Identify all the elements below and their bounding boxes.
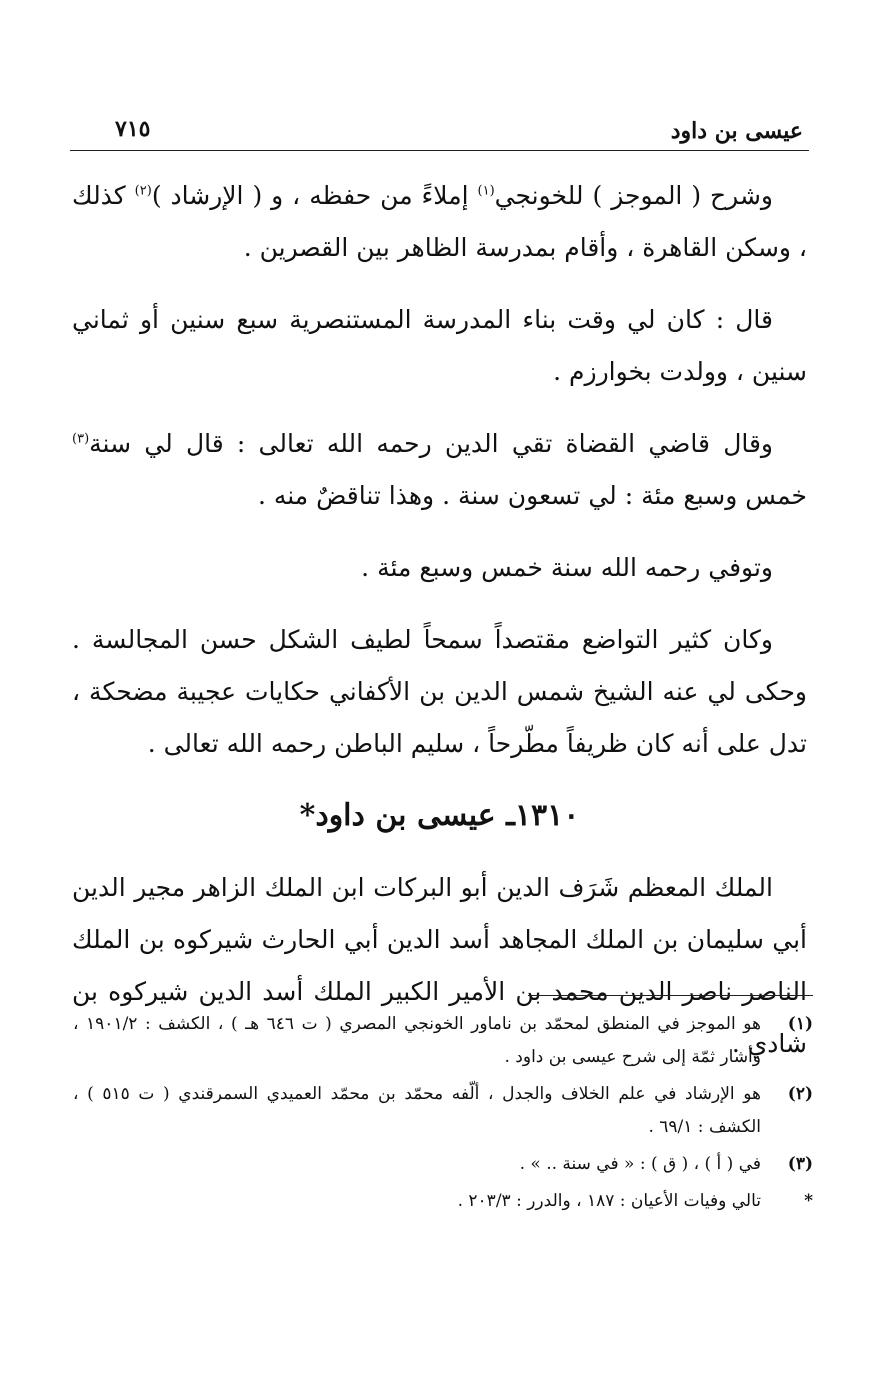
footnote-3 bbox=[73, 1148, 813, 1181]
footnote-text: هو الإرشاد في علم الخلاف والجدل ، ألّفه محمّد بن محمّد العميدي السمرقندي ( ت ٥١٥ ) ، الكشف : ٦٩/١ . bbox=[73, 1084, 761, 1137]
footnote-text: هو الموجز في المنطق لمحمّد بن ناماور الخونجي المصري ( ت ٦٤٦ هـ ) ، الكشف : ١٩٠١/٢ ، وأشار ثمّة إلى شرح عيسى بن داود . bbox=[73, 1014, 761, 1067]
entry-heading: ١٣١٠ـ عيسى بن داود* bbox=[299, 798, 580, 833]
footnote-marker: * bbox=[804, 1191, 813, 1211]
paragraph-1-text-b: إملاءً من حفظه ، و ( الإرشاد ) bbox=[151, 181, 478, 210]
paragraph-2: قال : كان لي وقت بناء المدرسة المستنصرية سبع سنين أو ثماني سنين ، وولدت بخوارزم . bbox=[72, 305, 807, 386]
paragraph-1-text-c: كذلك ، وسكن القاهرة ، وأقام بمدرسة الظاهر بين القصرين . bbox=[72, 181, 807, 262]
footnote-1 bbox=[73, 1008, 813, 1074]
paragraph-4: وتوفي رحمه الله سنة خمس وسبع مئة . bbox=[361, 553, 773, 582]
footnotes bbox=[73, 1008, 813, 1222]
paragraph-1-text-a: وشرح ( الموجز ) للخونجي bbox=[494, 181, 773, 210]
footnote-ref-2[interactable]: (٢) bbox=[134, 183, 152, 199]
body-text bbox=[72, 170, 807, 1090]
paragraph-5: وكان كثير التواضع مقتصداً سمحاً لطيف الشكل حسن المجالسة . وحكى لي عنه الشيخ شمس الدين بن الأكفاني حكايات عجيبة مضحكة ، تدل على أنه كان ظريفاً مطّرحاً ، سليم الباطن رحمه الله تعالى . bbox=[72, 625, 807, 758]
paragraph-3 bbox=[72, 418, 807, 522]
paragraph-3-text-a: وقال قاضي القضاة تقي الدين رحمه الله تعالى : قال لي سنة bbox=[89, 429, 773, 458]
footnote-2 bbox=[73, 1078, 813, 1144]
footnote-marker: (٢) bbox=[787, 1084, 813, 1104]
paragraph-3-text-b: خمس وسبع مئة : لي تسعون سنة . وهذا تناقضٌ منه . bbox=[257, 481, 807, 510]
running-head bbox=[70, 112, 809, 150]
footnote-source bbox=[73, 1185, 813, 1218]
header-rule bbox=[70, 150, 809, 151]
running-title: عيسى بن داود bbox=[670, 118, 803, 144]
footnote-text: في ( أ ) ، ( ق ) : « في سنة .. » . bbox=[519, 1154, 761, 1174]
page-number: ٧١٥ bbox=[115, 116, 151, 142]
footnote-marker: (١) bbox=[787, 1014, 813, 1034]
paragraph-1 bbox=[72, 170, 807, 274]
footnote-rule bbox=[528, 995, 813, 996]
footnote-text: تالي وفيات الأعيان : ١٨٧ ، والدرر : ٢٠٣/٣ . bbox=[457, 1191, 761, 1211]
entry-text: الملك المعظم شَرَف الدين أبو البركات ابن الملك الزاهر مجير الدين أبي سليمان بن الملك المجاهد أسد الدين أبي الحارث شيركوه بن الملك الناصر ناصر الدين محمد بن الأمير الكبير الملك أسد الدين شيركوه بن شادي . bbox=[72, 873, 807, 1058]
footnote-marker: (٣) bbox=[787, 1154, 813, 1174]
footnote-ref-1[interactable]: (١) bbox=[477, 183, 495, 199]
footnote-ref-3[interactable]: (٣) bbox=[72, 431, 90, 447]
